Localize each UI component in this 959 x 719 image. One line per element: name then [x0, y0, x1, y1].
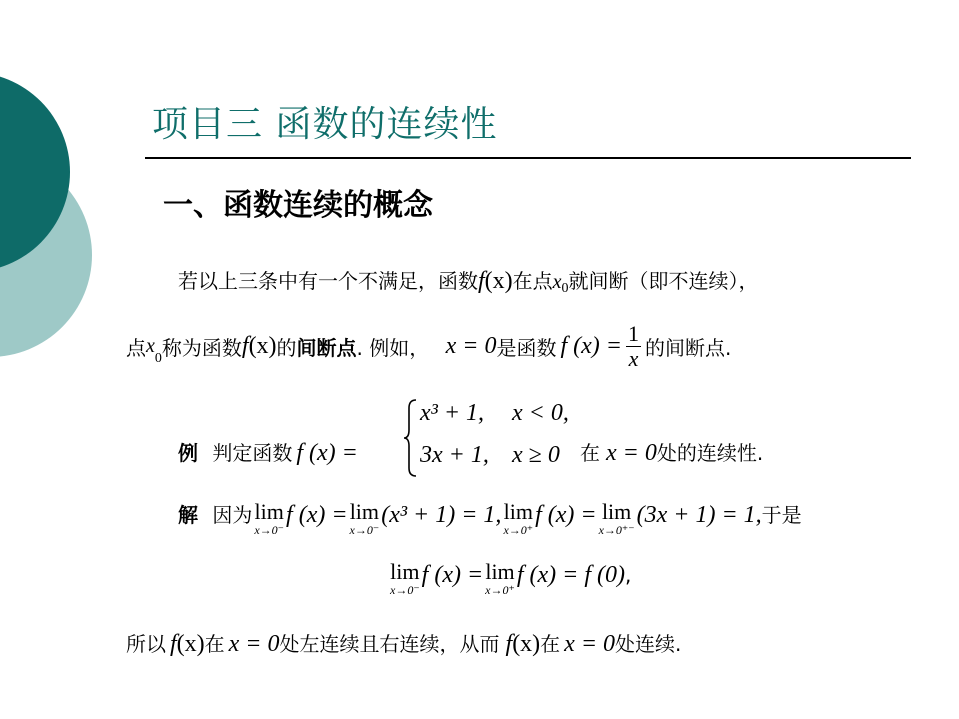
- p2-x: (x): [248, 333, 277, 359]
- solution-line-2: [388, 560, 631, 596]
- lim-1: [254, 500, 284, 536]
- conc-f-1: f: [170, 631, 177, 657]
- p2-text-1: 点: [126, 336, 146, 360]
- p1-x0: x: [552, 271, 562, 293]
- lim-under: x→0⁻: [349, 523, 380, 537]
- conclusion-line: [126, 628, 681, 658]
- lim-2: [350, 500, 380, 536]
- p2-eq1: x = 0: [445, 333, 497, 359]
- p2-text-2: 称为函数: [161, 336, 242, 360]
- p2-text-3: 的: [276, 336, 297, 360]
- example-tail: [580, 437, 763, 467]
- sol-expr-1: (x³ + 1) = 1,: [381, 502, 502, 528]
- example-eq: x = 0: [606, 440, 657, 466]
- conc-x-2: (x): [512, 631, 541, 657]
- conc-text-3: 处左连续且右连续，从而: [279, 632, 500, 656]
- p1-text-1: 若以上三条中有一个不满足，函数: [178, 269, 478, 293]
- p2-bold-term: 间断点: [296, 336, 357, 360]
- lim-op: lim: [349, 499, 380, 524]
- fraction-numerator: 1: [627, 321, 639, 346]
- fraction-denominator: x: [628, 346, 639, 371]
- title-divider: [145, 157, 911, 159]
- section-heading: 一、函数连续的概念: [163, 188, 433, 223]
- example-text-1: 判定函数: [212, 441, 293, 465]
- left-brace: [404, 398, 418, 478]
- lim-op: lim: [254, 499, 284, 524]
- lim-under: x→0⁻: [390, 583, 420, 597]
- p2-text-4: . 例如，: [356, 336, 430, 360]
- conc-eq-1: x = 0: [228, 631, 280, 657]
- conc-text-2: 在: [204, 632, 225, 656]
- p2-x0: x: [146, 335, 155, 357]
- case-2-cond: x ≥ 0: [512, 442, 560, 468]
- solution-line-1: [178, 500, 802, 536]
- case-1-cond: x < 0,: [512, 400, 569, 426]
- solution-text-2: 于是: [761, 503, 802, 527]
- p2-f: f: [241, 333, 249, 359]
- p2-text-5: 是函数: [496, 336, 557, 360]
- lim-3: [503, 500, 533, 536]
- lim-op: lim: [601, 499, 632, 524]
- example-fx: f (x) =: [296, 440, 358, 466]
- example-text-3: 处的连续性.: [656, 441, 764, 465]
- sol-fx-1: f (x) =: [286, 502, 348, 528]
- conc-eq-2: x = 0: [564, 631, 616, 657]
- sol-line2-eq: f (x) = f (0): [516, 562, 625, 588]
- lim-op: lim: [390, 559, 420, 584]
- p1-x: (x): [484, 268, 513, 294]
- lim-under: x→0⁺: [485, 583, 515, 597]
- lim-op: lim: [485, 559, 515, 584]
- lim-under: x→0⁺⁻: [598, 523, 635, 537]
- case-2-expr: 3x + 1,: [420, 442, 489, 468]
- conc-x-1: (x): [176, 631, 205, 657]
- sol-fx-3: f (x) =: [421, 562, 484, 588]
- decorative-circles: [0, 0, 110, 719]
- sol-comma: ,: [625, 563, 632, 587]
- conc-text-5: 处连续.: [615, 632, 682, 656]
- example-text-2: 在: [580, 441, 600, 465]
- lim-5: [390, 560, 420, 596]
- solution-label: 解: [178, 503, 198, 527]
- lim-4: [599, 500, 635, 536]
- solution-text-1: 因为: [212, 503, 253, 527]
- slide-title: 项目三 函数的连续性: [152, 104, 498, 145]
- lim-under: x→0⁻: [254, 523, 285, 537]
- paragraph-1: [178, 265, 759, 297]
- p2-fx: f (x) =: [560, 333, 622, 359]
- p1-x0-sub: 0: [561, 281, 569, 296]
- case-1-expr: x³ + 1,: [420, 400, 485, 426]
- lim-6: [485, 560, 515, 596]
- p2-x0-sub: 0: [154, 351, 162, 366]
- lim-op: lim: [503, 499, 533, 524]
- sol-fx-2: f (x) =: [535, 502, 597, 528]
- p2-fraction: [626, 322, 641, 371]
- paragraph-2: [126, 322, 731, 371]
- sol-expr-2: (3x + 1) = 1,: [636, 502, 762, 528]
- p1-text-3: 就间断（即不连续），: [568, 269, 759, 293]
- p1-f: f: [478, 268, 485, 294]
- conc-text-4: 在: [540, 632, 561, 656]
- conc-f-2: f: [505, 631, 513, 657]
- p2-text-6: 的间断点.: [644, 336, 732, 360]
- lim-under: x→0⁺: [503, 523, 534, 537]
- example-line: [178, 437, 358, 467]
- p1-text-2: 在点: [512, 269, 553, 293]
- conc-text-1: 所以: [126, 632, 166, 656]
- example-label: 例: [178, 441, 198, 465]
